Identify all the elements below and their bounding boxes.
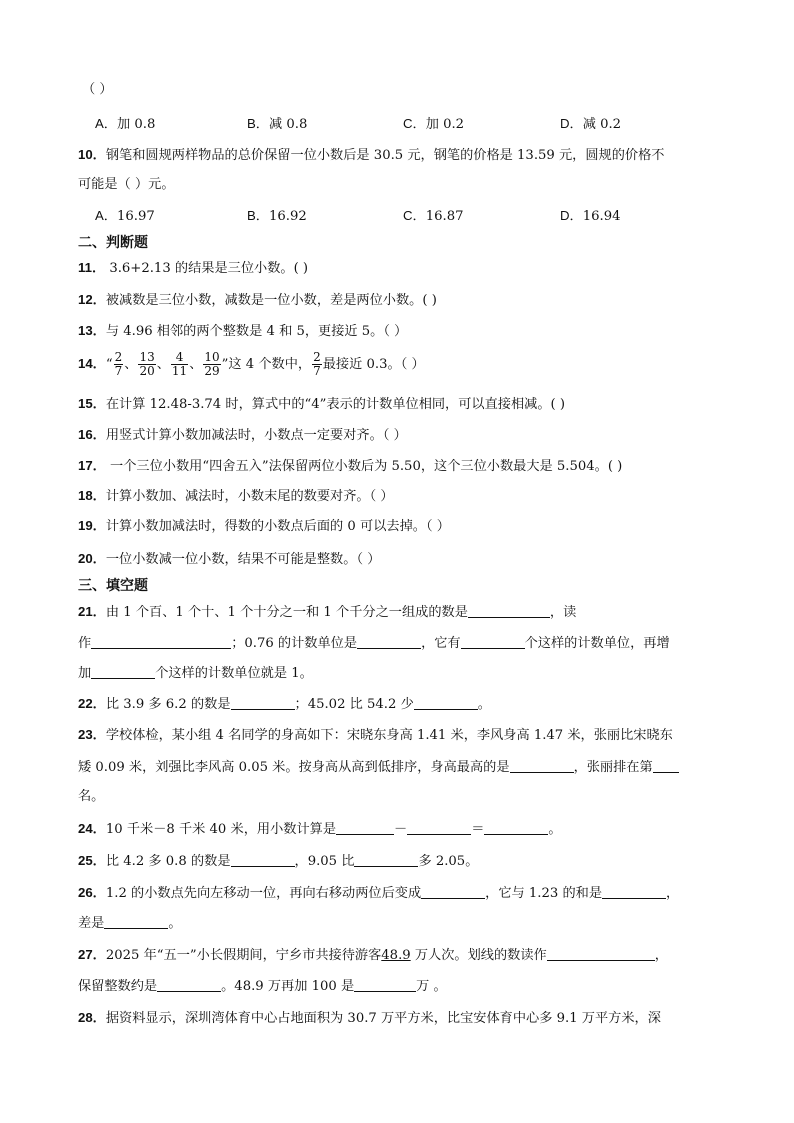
fraction: $\frac{13}{20}$ (139, 350, 155, 378)
question-23-line3: 名。 (78, 789, 105, 804)
question-21: 21．由 1 个百、1 个十、1 个十分之一和 1 个千分之一组成的数是 ，读 (78, 604, 577, 620)
question-15: 15．在计算 12.48-3.74 时，算式中的“4”表示的计数单位相同，可以直接相减。( ) (78, 396, 566, 412)
question-26-line2: 差是 。 (78, 916, 182, 931)
fraction: $\frac{2}{7}$ (313, 350, 321, 378)
answer-blank[interactable] (484, 820, 548, 835)
question-17: 17． 一个三位小数用“四舍五入”法保留两位小数后为 5.50，这个三位小数最大是 5.504。( ) (78, 458, 623, 474)
question-28: 28．据资料显示，深圳湾体育中心占地面积为 30.7 万平方米，比宝安体育中心多 9.1 万平方米，深 (78, 1010, 661, 1026)
question-25: 25．比 4.2 多 0.8 的数是 ，9.05 比 多 2.05。 (78, 853, 479, 869)
answer-blank[interactable] (407, 820, 471, 835)
question-18: 18．计算小数加、减法时，小数末尾的数要对齐。（ ） (78, 488, 394, 504)
section-heading-fill-blank: 三、填空题 (78, 578, 148, 594)
answer-blank[interactable] (91, 634, 231, 649)
question-22: 22．比 3.9 多 6.2 的数是 ；45.02 比 54.2 少 。 (78, 696, 491, 712)
answer-blank[interactable] (510, 758, 574, 773)
question-20: 20．一位小数减一位小数，结果不可能是整数。（ ） (78, 551, 381, 567)
question-23: 23．学校体检，某小组 4 名同学的身高如下：宋晓东身高 1.41 米，李风身高 1.47 米，张丽比宋晓东 (78, 727, 673, 743)
option-a[interactable]: A．16.97 (95, 208, 155, 224)
answer-blank[interactable] (354, 852, 418, 867)
question-14: 14．“ $\frac{2}{7}$ 、 $\frac{13}{20}$ 、 $\frac{4}{11}$ 、 $\frac{10}{29}$ ”这 4 个数中， $\frac{2}{7}$ 最接近 0.3。（ ） (78, 350, 425, 378)
question-24: 24．10 千米－8 千米 40 米，用小数计算是 － ＝ 。 (78, 821, 562, 837)
question-19: 19．计算小数加减法时，得数的小数点后面的 0 可以去掉。（ ） (78, 518, 450, 534)
question-12: 12．被减数是三位小数，减数是一位小数，差是两位小数。( ) (78, 292, 437, 308)
answer-blank[interactable] (653, 758, 679, 773)
option-a[interactable]: A．加 0.8 (95, 116, 156, 132)
question-number: 10． (78, 147, 106, 162)
answer-blank[interactable] (91, 664, 155, 679)
option-b[interactable]: B．16.92 (247, 208, 307, 224)
question-23-line2: 矮 0.09 米，刘强比李风高 0.05 米。按身高从高到低排序，身高最高的是 ，张丽排在第 (78, 758, 679, 777)
answer-blank[interactable] (357, 634, 421, 649)
answer-blank[interactable] (461, 634, 525, 649)
answer-blank[interactable] (602, 884, 666, 899)
question-10-line2: 可能是（ ）元。 (78, 177, 175, 192)
question-26: 26．1.2 的小数点先向左移动一位，再向右移动两位后变成 ，它与 1.23 的和是 ， (78, 885, 680, 901)
option-c[interactable]: C．加 0.2 (403, 116, 465, 132)
answer-blank[interactable] (421, 884, 485, 899)
question-27: 27．2025 年“五一”小长假期间，宁乡市共接待游客48.9 万人次。划线的数读作 ， (78, 947, 668, 963)
answer-blank[interactable] (414, 695, 478, 710)
question-21-line2: 作 ；0.76 的计数单位是 ，它有 个这样的计数单位，再增 (78, 636, 670, 651)
answer-blank[interactable] (231, 695, 295, 710)
answer-blank[interactable] (157, 977, 221, 992)
answer-blank[interactable] (468, 603, 550, 618)
answer-blank[interactable] (336, 820, 394, 835)
option-c[interactable]: C．16.87 (403, 208, 464, 224)
underlined-number: 48.9 (381, 948, 411, 963)
question-16: 16．用竖式计算小数加减法时，小数点一定要对齐。（ ） (78, 427, 407, 443)
fraction: $\frac{10}{29}$ (204, 350, 220, 378)
answer-blank[interactable] (231, 852, 295, 867)
question-11: 11． 3.6+2.13 的结果是三位小数。( ) (78, 260, 309, 276)
question-13: 13．与 4.96 相邻的两个整数是 4 和 5，更接近 5。（ ） (78, 323, 408, 339)
question-21-line3: 加 个这样的计数单位就是 1。 (78, 666, 313, 681)
fraction: $\frac{2}{7}$ (114, 350, 123, 378)
section-heading-judgement: 二、判断题 (78, 235, 148, 251)
question-10: 10．钢笔和圆规两样物品的总价保留一位小数后是 30.5 元，钢笔的价格是 13.59 元，圆规的价格不 (78, 147, 665, 163)
option-d[interactable]: D．16.94 (560, 208, 621, 224)
answer-blank[interactable] (104, 914, 168, 929)
fraction: $\frac{4}{11}$ (171, 350, 188, 378)
option-d[interactable]: D．减 0.2 (560, 116, 622, 132)
answer-blank[interactable] (354, 977, 416, 992)
question-27-line2: 保留整数约是 。48.9 万再加 100 是 万 。 (78, 979, 447, 994)
option-b[interactable]: B．减 0.8 (247, 116, 308, 132)
answer-blank[interactable] (547, 946, 655, 961)
question-9-answer-bracket: （ ） (82, 82, 113, 97)
